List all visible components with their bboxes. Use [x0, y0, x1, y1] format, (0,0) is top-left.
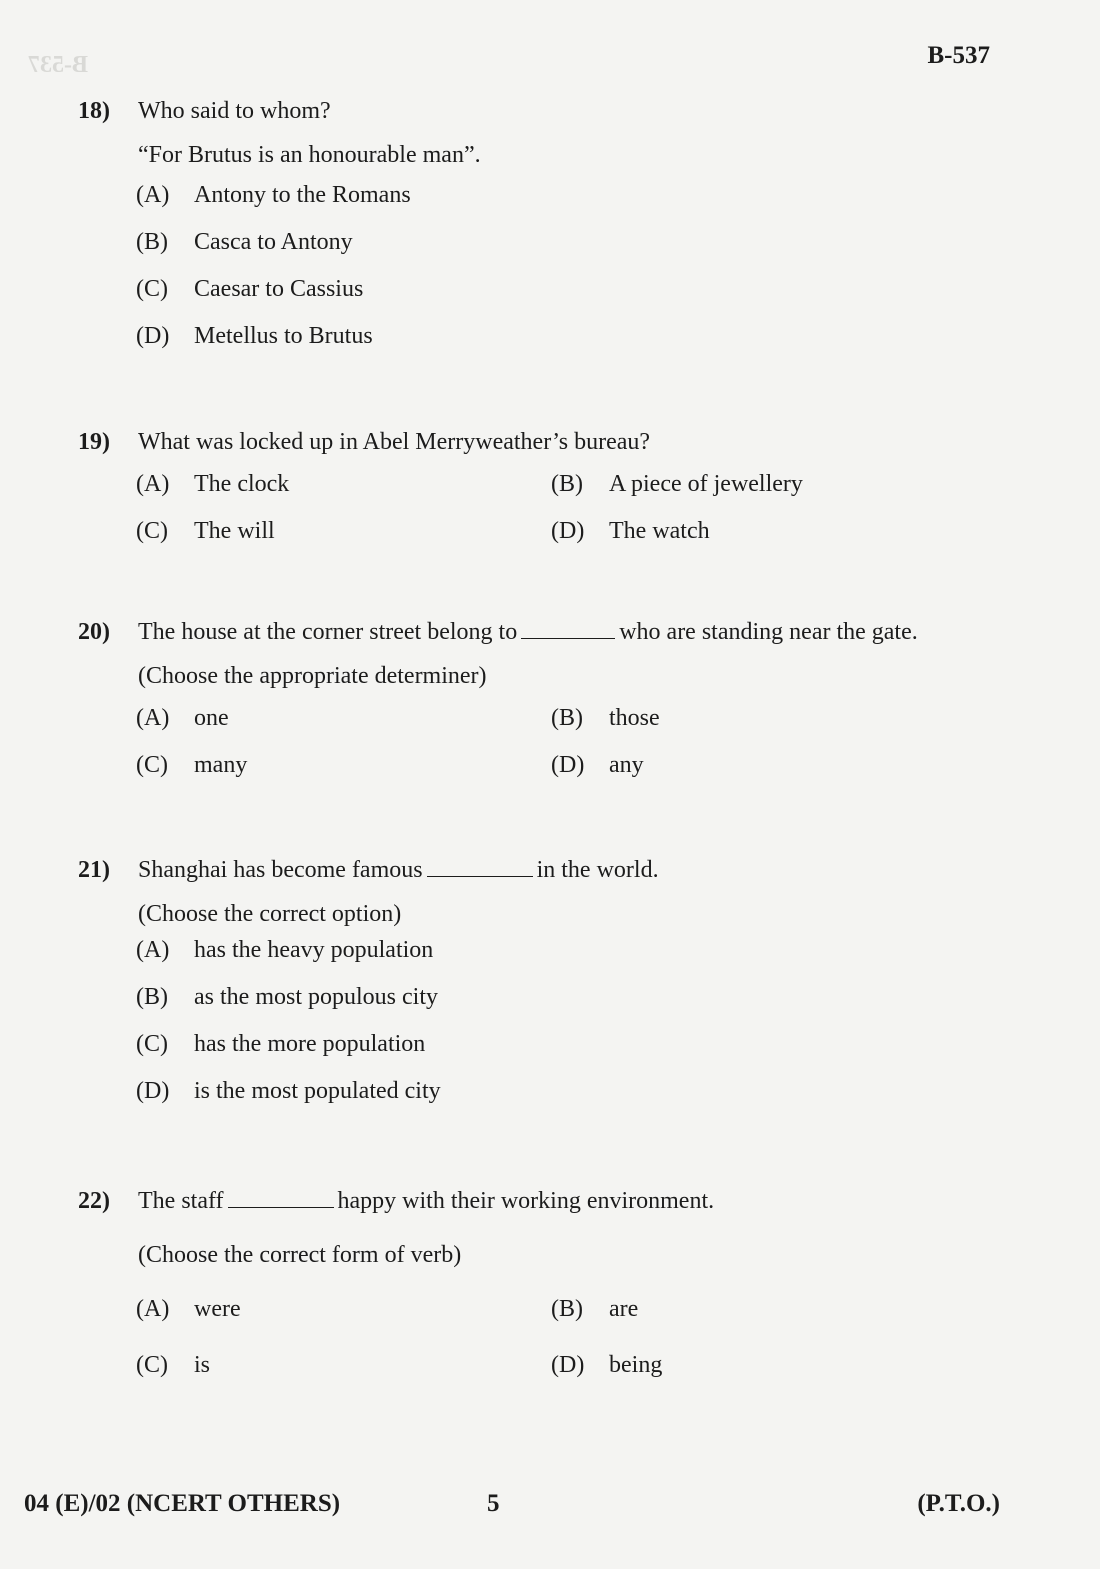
option-b[interactable]: [551, 1296, 971, 1326]
option-label: (A): [136, 471, 170, 497]
option-d[interactable]: [551, 752, 971, 782]
question-22: [78, 1186, 1018, 1382]
option-text: one: [194, 705, 229, 731]
option-text: those: [609, 705, 660, 731]
answer-blank: [228, 1187, 334, 1208]
option-c[interactable]: [136, 276, 1018, 323]
option-label: (D): [136, 323, 170, 349]
question-text: The house at the corner street belong to who are standing near the gate.: [138, 619, 918, 645]
footer-pto: (P.T.O.): [917, 1490, 1000, 1517]
question-instruction: (Choose the appropriate determiner): [138, 663, 487, 689]
paper-code: B-537: [927, 42, 990, 69]
question-19: [78, 427, 1018, 548]
option-text: were: [194, 1296, 241, 1322]
option-text: The watch: [609, 518, 710, 544]
question-number: 20): [78, 619, 110, 645]
question-instruction: (Choose the correct option): [138, 901, 402, 927]
question-text: The staff happy with their working environment.: [138, 1188, 715, 1214]
option-d[interactable]: [136, 1078, 1018, 1125]
footer-paper-code: 04 (E)/02 (NCERT OTHERS): [24, 1490, 341, 1517]
question-instruction: (Choose the correct form of verb): [138, 1242, 462, 1268]
question-text: Who said to whom?: [138, 98, 331, 124]
option-b[interactable]: [551, 705, 971, 735]
option-text: is the most populated city: [194, 1078, 441, 1104]
option-label: (B): [136, 984, 168, 1010]
bleed-through-header: B-537: [28, 52, 88, 78]
option-label: (C): [136, 752, 168, 778]
question-quote: “For Brutus is an honourable man”.: [138, 142, 481, 168]
option-text: A piece of jewellery: [609, 471, 803, 497]
option-text: being: [609, 1352, 663, 1378]
option-label: (D): [551, 752, 585, 778]
option-a[interactable]: [136, 471, 551, 501]
question-number: 19): [78, 429, 110, 455]
option-c[interactable]: [136, 1352, 551, 1382]
option-b[interactable]: [551, 471, 971, 501]
option-grid: [136, 471, 1018, 548]
option-a[interactable]: [136, 182, 1018, 229]
option-a[interactable]: [136, 1296, 551, 1326]
question-21: [78, 855, 1018, 1125]
option-d[interactable]: [136, 323, 1018, 370]
option-text: any: [609, 752, 644, 778]
option-text: as the most populous city: [194, 984, 438, 1010]
option-list: [136, 937, 1018, 1125]
answer-blank: [521, 618, 615, 639]
option-label: (A): [136, 1296, 170, 1322]
question-number: 21): [78, 857, 110, 883]
option-a[interactable]: [136, 937, 1018, 984]
option-text: The clock: [194, 471, 290, 497]
option-text: are: [609, 1296, 639, 1322]
option-label: (B): [551, 1296, 583, 1322]
question-20: [78, 617, 1018, 782]
answer-blank: [427, 856, 533, 877]
option-text: has the heavy population: [194, 937, 434, 963]
question-18: [78, 96, 1018, 370]
option-list: [136, 182, 1018, 370]
option-d[interactable]: [551, 518, 971, 548]
option-text: Caesar to Cassius: [194, 276, 364, 302]
option-label: (B): [136, 229, 168, 255]
option-label: (A): [136, 705, 170, 731]
question-number: 18): [78, 98, 110, 124]
option-text: Metellus to Brutus: [194, 323, 373, 349]
option-label: (D): [136, 1078, 170, 1104]
option-label: (D): [551, 1352, 585, 1378]
option-b[interactable]: [136, 984, 1018, 1031]
option-text: Casca to Antony: [194, 229, 353, 255]
option-label: (C): [136, 1031, 168, 1057]
question-text: Shanghai has become famous in the world.: [138, 857, 659, 883]
option-label: (D): [551, 518, 585, 544]
option-grid: [136, 1296, 1018, 1382]
option-c[interactable]: [136, 1031, 1018, 1078]
option-label: (C): [136, 276, 168, 302]
question-text: What was locked up in Abel Merryweather’s bureau?: [138, 429, 651, 455]
option-label: (A): [136, 937, 170, 963]
option-label: (B): [551, 471, 583, 497]
option-b[interactable]: [136, 229, 1018, 276]
option-d[interactable]: [551, 1352, 971, 1382]
option-text: many: [194, 752, 248, 778]
option-label: (C): [136, 1352, 168, 1378]
option-a[interactable]: [136, 705, 551, 735]
option-text: Antony to the Romans: [194, 182, 411, 208]
option-label: (C): [136, 518, 168, 544]
question-number: 22): [78, 1188, 110, 1214]
option-c[interactable]: [136, 518, 551, 548]
option-label: (A): [136, 182, 170, 208]
option-grid: [136, 705, 1018, 782]
option-text: The will: [194, 518, 275, 544]
option-label: (B): [551, 705, 583, 731]
option-text: is: [194, 1352, 211, 1378]
page-number: 5: [487, 1490, 500, 1517]
option-c[interactable]: [136, 752, 551, 782]
option-text: has the more population: [194, 1031, 426, 1057]
